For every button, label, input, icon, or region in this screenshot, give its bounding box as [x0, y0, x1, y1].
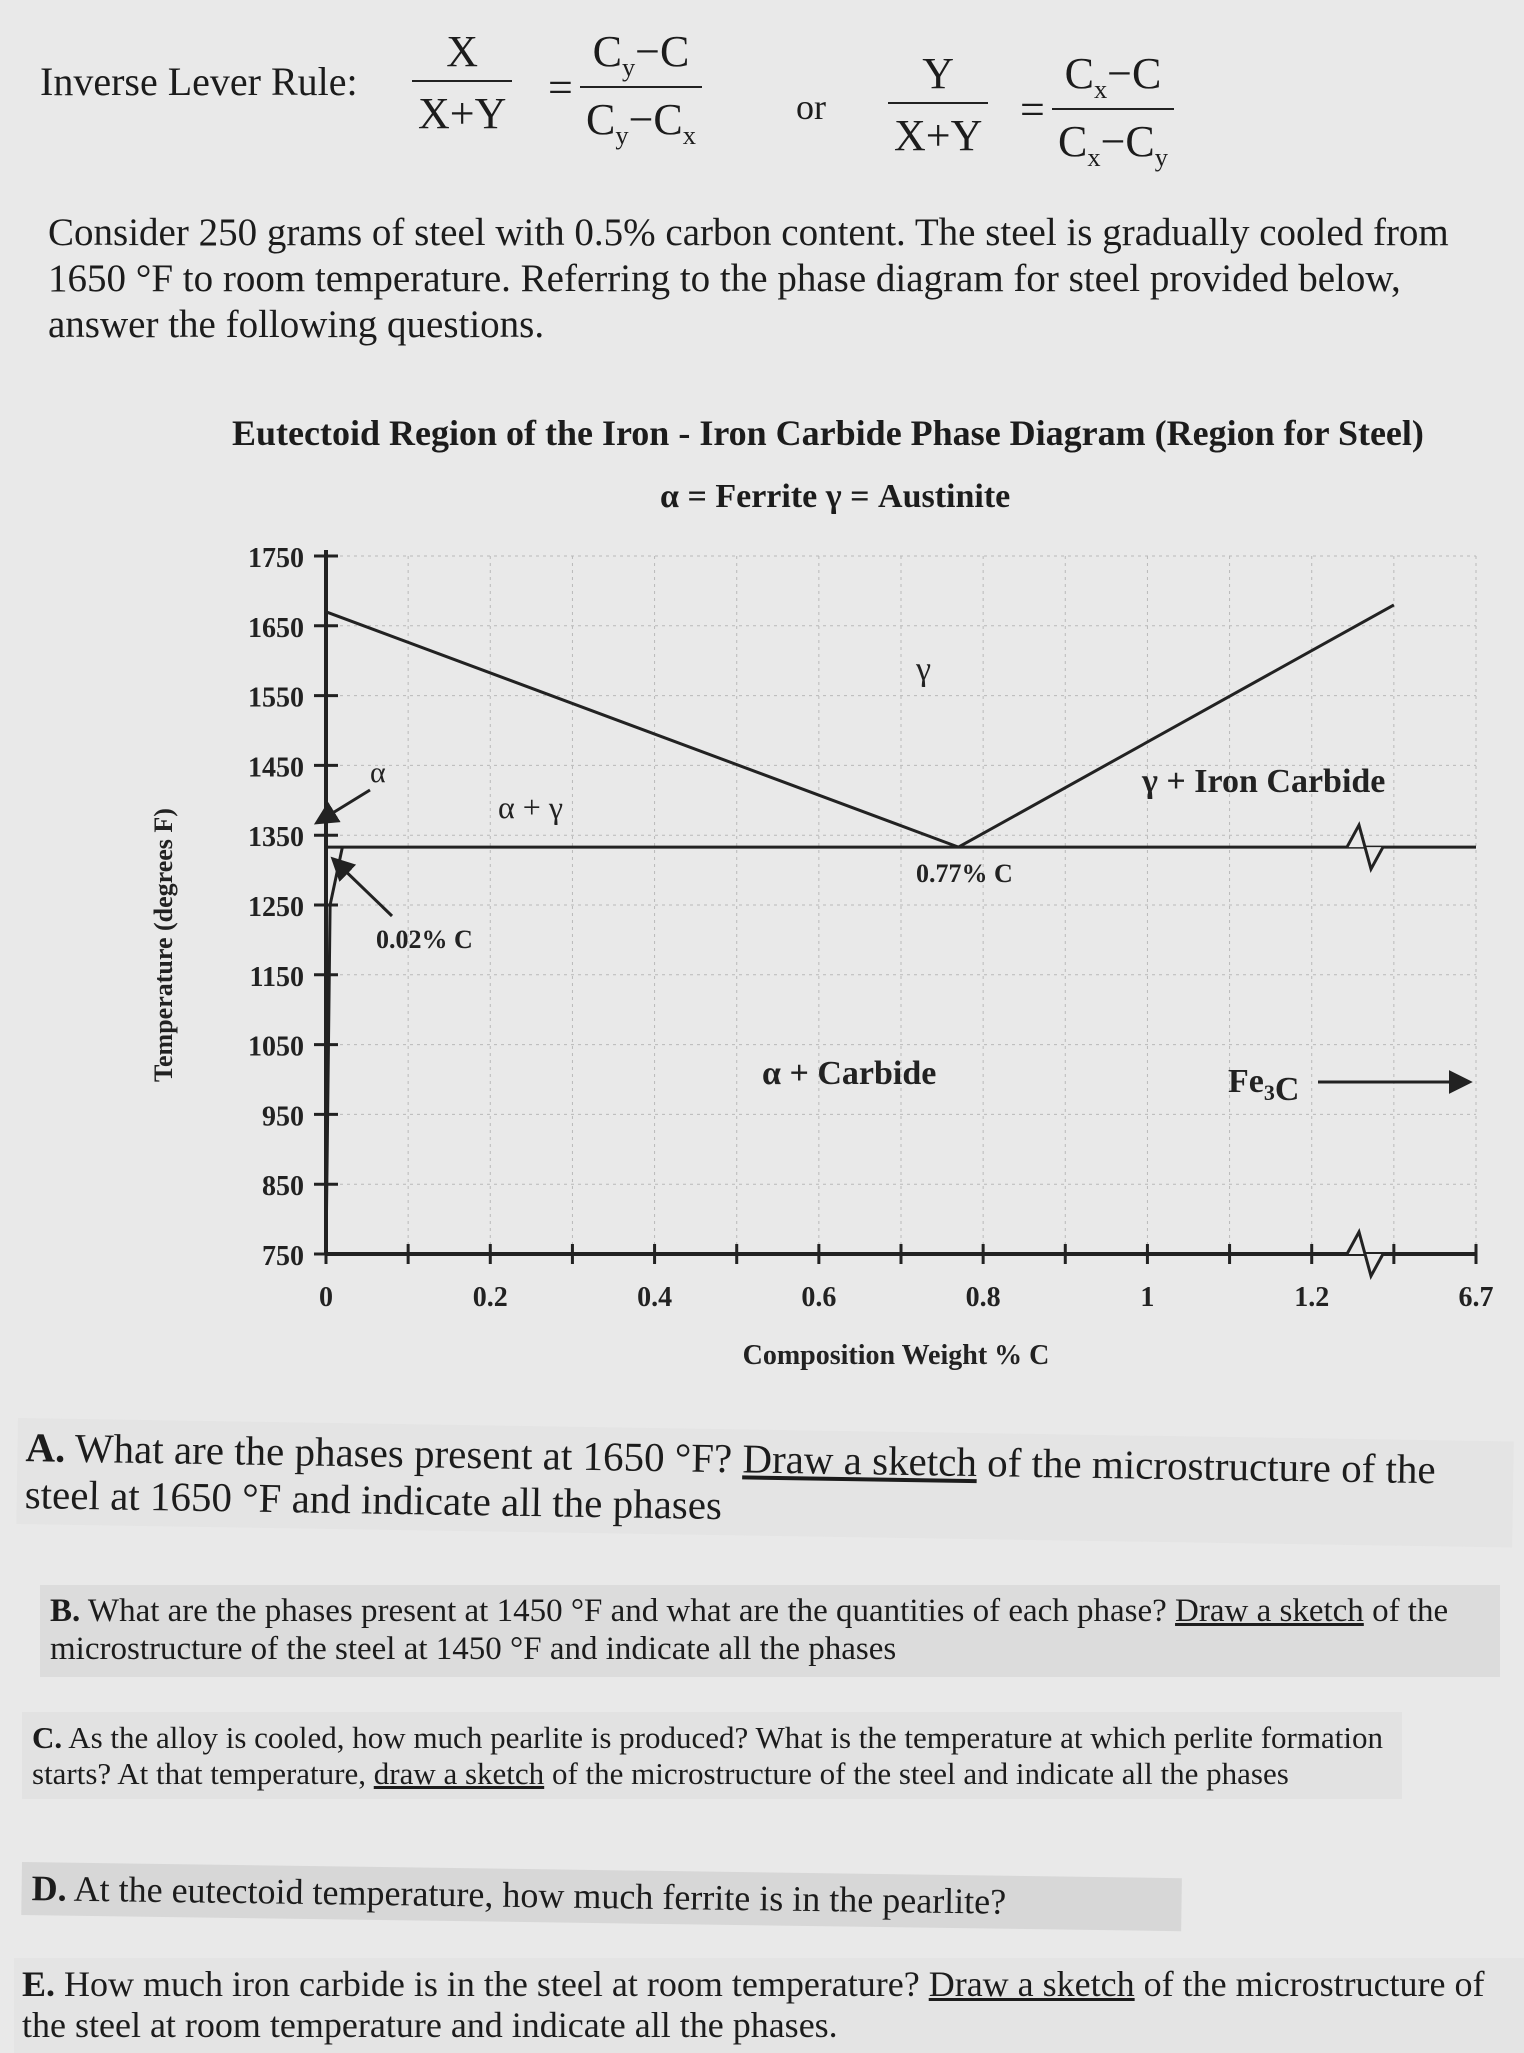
question-e-letter: E. — [22, 1964, 56, 2004]
x-tick-label: 0.6 — [801, 1282, 837, 1313]
alpha-region-label: α — [370, 756, 386, 789]
formula2-rhs-numerator: $C_x-C$ — [1064, 49, 1162, 104]
question-b-letter: B. — [50, 1593, 81, 1629]
y-tick-label: 950 — [262, 1101, 304, 1133]
question-c-text-2: of the microstructure of the steel and indicate all the phases — [551, 1755, 1289, 1791]
y-tick-label: 1350 — [248, 822, 304, 854]
phase-boundary-1 — [326, 612, 959, 847]
x-tick-label: 0.2 — [472, 1282, 508, 1313]
question-c-letter: C. — [32, 1720, 63, 1755]
fe3c-label: $Fe_3C$ — [1228, 1063, 1300, 1108]
x-tick-label: 1.2 — [1294, 1282, 1330, 1313]
x-tick-label: 6.7 — [1458, 1282, 1494, 1313]
formula1-lhs-denominator: X+Y — [412, 80, 512, 136]
question-a-sketch-link: Draw a sketch — [742, 1435, 978, 1486]
question-e — [14, 1958, 1524, 2053]
question-c-text: As the alloy is cooled, how much pearlite is produced? What is the temperature at which perlite formation starts? At that temperature, — [32, 1720, 1383, 1791]
phase-diagram — [0, 520, 1524, 1400]
question-a-text-2: of the microstructure of the steel at 1650 °F and indicate all the phases — [24, 1439, 1437, 1529]
alpha-carbide-region-label: α + Carbide — [762, 1055, 937, 1092]
gamma-region-label: γ — [916, 651, 932, 688]
formula1-rhs-denominator: $C_y-C_x$ — [580, 86, 702, 148]
formula1-lhs — [412, 27, 512, 138]
formula1-lhs-numerator: X — [446, 27, 479, 76]
y-tick-label: 1050 — [248, 1031, 304, 1063]
question-e-text: How much iron carbide is in the steel at room temperature? — [64, 1964, 920, 2004]
y-tick-label: 750 — [262, 1241, 304, 1272]
ferrite-limit-label: 0.02% C — [376, 925, 473, 954]
y-tick-label: 850 — [262, 1171, 304, 1203]
question-a — [16, 1418, 1513, 1548]
formula2-lhs-numerator: Y — [922, 49, 955, 98]
gamma-carbide-region-label: γ + Iron Carbide — [1142, 763, 1386, 800]
question-b-sketch-link: Draw a sketch — [1175, 1593, 1364, 1629]
eutectoid-composition-label: 0.77% C — [916, 859, 1013, 888]
question-c-sketch-link: draw a sketch — [373, 1755, 545, 1791]
formula2-lhs — [888, 49, 988, 160]
formula2-equals: = — [1020, 85, 1045, 134]
question-d — [21, 1862, 1182, 1932]
formula1-equals: = — [548, 63, 573, 112]
y-tick-label: 1150 — [249, 961, 304, 993]
alpha-gamma-region-label: α + γ — [498, 789, 563, 825]
y-tick-label: 1750 — [248, 543, 304, 574]
question-c — [22, 1712, 1402, 1799]
formula-or: or — [796, 87, 826, 127]
chart-axes — [149, 543, 1494, 1371]
question-a-text: What are the phases present at 1650 °F? — [74, 1424, 733, 1482]
y-tick-label: 1550 — [248, 682, 304, 714]
phase-boundaries — [318, 605, 1476, 1276]
question-d-letter: D. — [31, 1868, 67, 1909]
formula2-lhs-denominator: X+Y — [888, 102, 988, 158]
region-labels — [370, 651, 1385, 1108]
question-b-text: What are the phases present at 1450 °F and what are the quantities of each phase? — [87, 1593, 1167, 1629]
phase-boundary-2 — [959, 605, 1394, 847]
axis-break-mark — [1347, 1232, 1383, 1276]
chart-legend: α = Ferrite γ = Austinite — [660, 478, 1011, 515]
formula1-rhs — [580, 27, 702, 150]
x-tick-label: 0 — [319, 1282, 333, 1313]
chart-title: Eutectoid Region of the Iron - Iron Carbide Phase Diagram (Region for Steel) — [232, 413, 1424, 453]
question-a-letter: A. — [25, 1424, 66, 1471]
chart-grid — [326, 556, 1476, 1254]
formula2-rhs — [1052, 49, 1174, 172]
ferrite-limit-arrow — [334, 860, 392, 916]
formula1-rhs-numerator: $C_y-C$ — [592, 27, 690, 82]
phase-boundary-5 — [326, 847, 342, 1254]
question-b — [40, 1585, 1500, 1677]
y-tick-label: 1250 — [248, 892, 304, 923]
question-e-text-2: of the microstructure of the steel at room temperature and indicate all the phases. — [22, 1964, 1485, 2046]
formula2-rhs-denominator: $C_x-C_y$ — [1052, 108, 1174, 170]
x-tick-label: 1 — [1140, 1282, 1155, 1313]
question-b-text-2: of the microstructure of the steel at 1450 °F and indicate all the phases — [50, 1593, 1449, 1667]
x-tick-label: 0.8 — [965, 1282, 1001, 1313]
lever-rule-label: Inverse Lever Rule: — [40, 59, 358, 104]
question-e-sketch-link: Draw a sketch — [928, 1964, 1135, 2004]
question-d-text: At the eutectoid temperature, how much ferrite is in the pearlite? — [73, 1868, 1007, 1922]
problem-statement: Consider 250 grams of steel with 0.5% carbon content. The steel is gradually cooled from 1650 °F to room temperature. Referring to the phase diagram for steel provided below, answer the following questions. — [48, 211, 1449, 346]
y-tick-label: 1450 — [248, 752, 304, 784]
x-tick-label: 0.4 — [637, 1282, 673, 1313]
y-axis-label: Temperature (degrees F) — [149, 808, 178, 1082]
x-axis-label: Composition Weight % C — [742, 1340, 1050, 1371]
y-tick-label: 1650 — [248, 612, 304, 644]
